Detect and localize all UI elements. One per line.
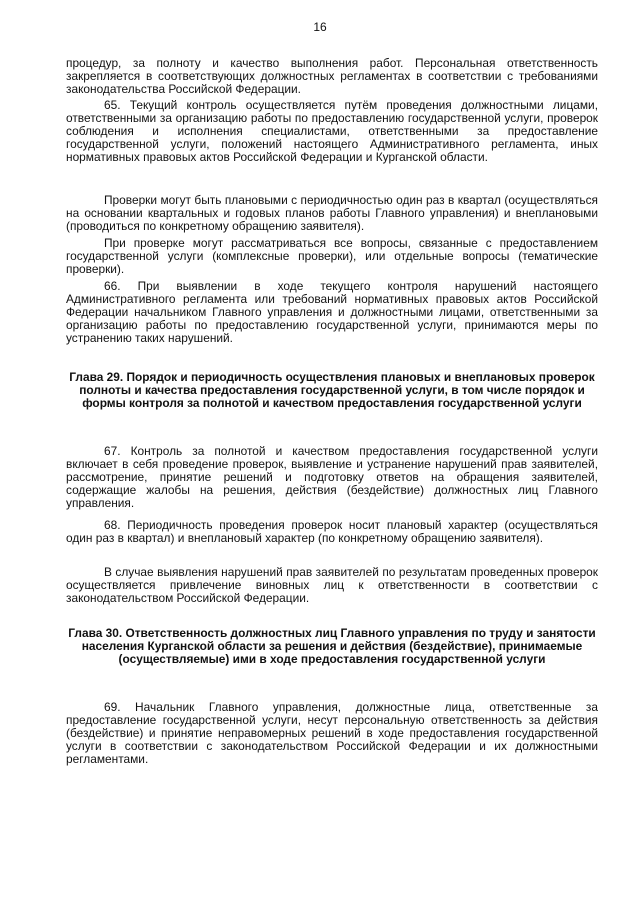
section-intro (66, 57, 598, 96)
paragraph-inspections: Проверки могут быть плановыми с периодичностью один раз в квартал (осуществляться на основании квартальных и годовых планов работы Главного управления) и внеплановыми (проводиться по конкретному обращению заявителя). (66, 193, 598, 234)
paragraph-69: 69. Начальник Главного управления, должностные лица, ответственные за предоставление государственной услуги, несут персональную ответственность за действия (бездействие) и принятие неправомерных решений в ходе предоставления государственной услуги в соответствии с законодательством Российской Федерации и их должностными регламентами. (66, 700, 598, 767)
paragraph-violations: В случае выявления нарушений прав заявителей по результатам проведенных проверок осуществляется привлечение виновных лиц к ответственности в соответствии с законодательством Российской Федерации. (66, 565, 598, 606)
paragraph-65: 65. Текущий контроль осуществляется путём проведения должностными лицами, ответственными за организацию работы по предоставлению государственной услуги, проверок соблюдения и исполнения специалистами, ответственными за предоставление государственной услуги, положений настоящего Административного регламента, иных нормативных правовых актов Российской Федерации и Курганской области. (66, 98, 598, 165)
paragraph-68: 68. Периодичность проведения проверок носит плановый характер (осуществляться один раз в квартал) и внеплановый характер (по конкретному обращению заявителя). (66, 518, 598, 546)
section-item-67 (66, 445, 598, 510)
chapter-30-title: Глава 30. Ответственность должностных лиц Главного управления по труду и занятости населения Курганской области за решения и действия (бездействие), принимаемые (осуществляемые) ими в ходе предоставления государственной услуги (68, 626, 596, 667)
chapter-29-heading (66, 371, 598, 411)
section-item-65 (66, 99, 598, 164)
chapter-30-heading (66, 627, 598, 667)
section-item-66 (66, 280, 598, 345)
paragraph-continuation: процедур, за полноту и качество выполнения работ. Персональная ответственность закрепляется в соответствующих должностных регламентах в соответствии с требованиями законодательства Российской Федерации. (66, 56, 598, 97)
section-item-69 (66, 701, 598, 766)
section-violations (66, 566, 598, 605)
page-number: 16 (313, 20, 327, 34)
chapter-29-title: Глава 29. Порядок и периодичность осуществления плановых и внеплановых проверок полноты и качества предоставления государственной услуги, в том числе порядок и формы контроля за полнотой и качеством предоставления государственной услуги (69, 370, 595, 411)
paragraph-inspection-topics: При проверке могут рассматриваться все вопросы, связанные с предоставлением государственной услуги (комплексные проверки), или отдельные вопросы (тематические проверки). (66, 236, 598, 277)
paragraph-67: 67. Контроль за полнотой и качеством предоставления государственной услуги включает в себя проведение проверок, выявление и устранение нарушений прав заявителей, рассмотрение, принятие решений и подготовку ответов на обращения заявителей, содержащие жалобы на решения, действия (бездействие) должностных лиц Главного управления. (66, 444, 598, 511)
section-inspections (66, 194, 598, 233)
paragraph-66: 66. При выявлении в ходе текущего контроля нарушений настоящего Административного регламента или требований нормативных правовых актов Российской Федерации начальником Главного управления и должностными лицами, ответственными за организацию работы по предоставлению государственной услуги, принимаются меры по устранению таких нарушений. (66, 279, 598, 346)
section-inspection-topics (66, 237, 598, 276)
section-item-68 (66, 519, 598, 545)
